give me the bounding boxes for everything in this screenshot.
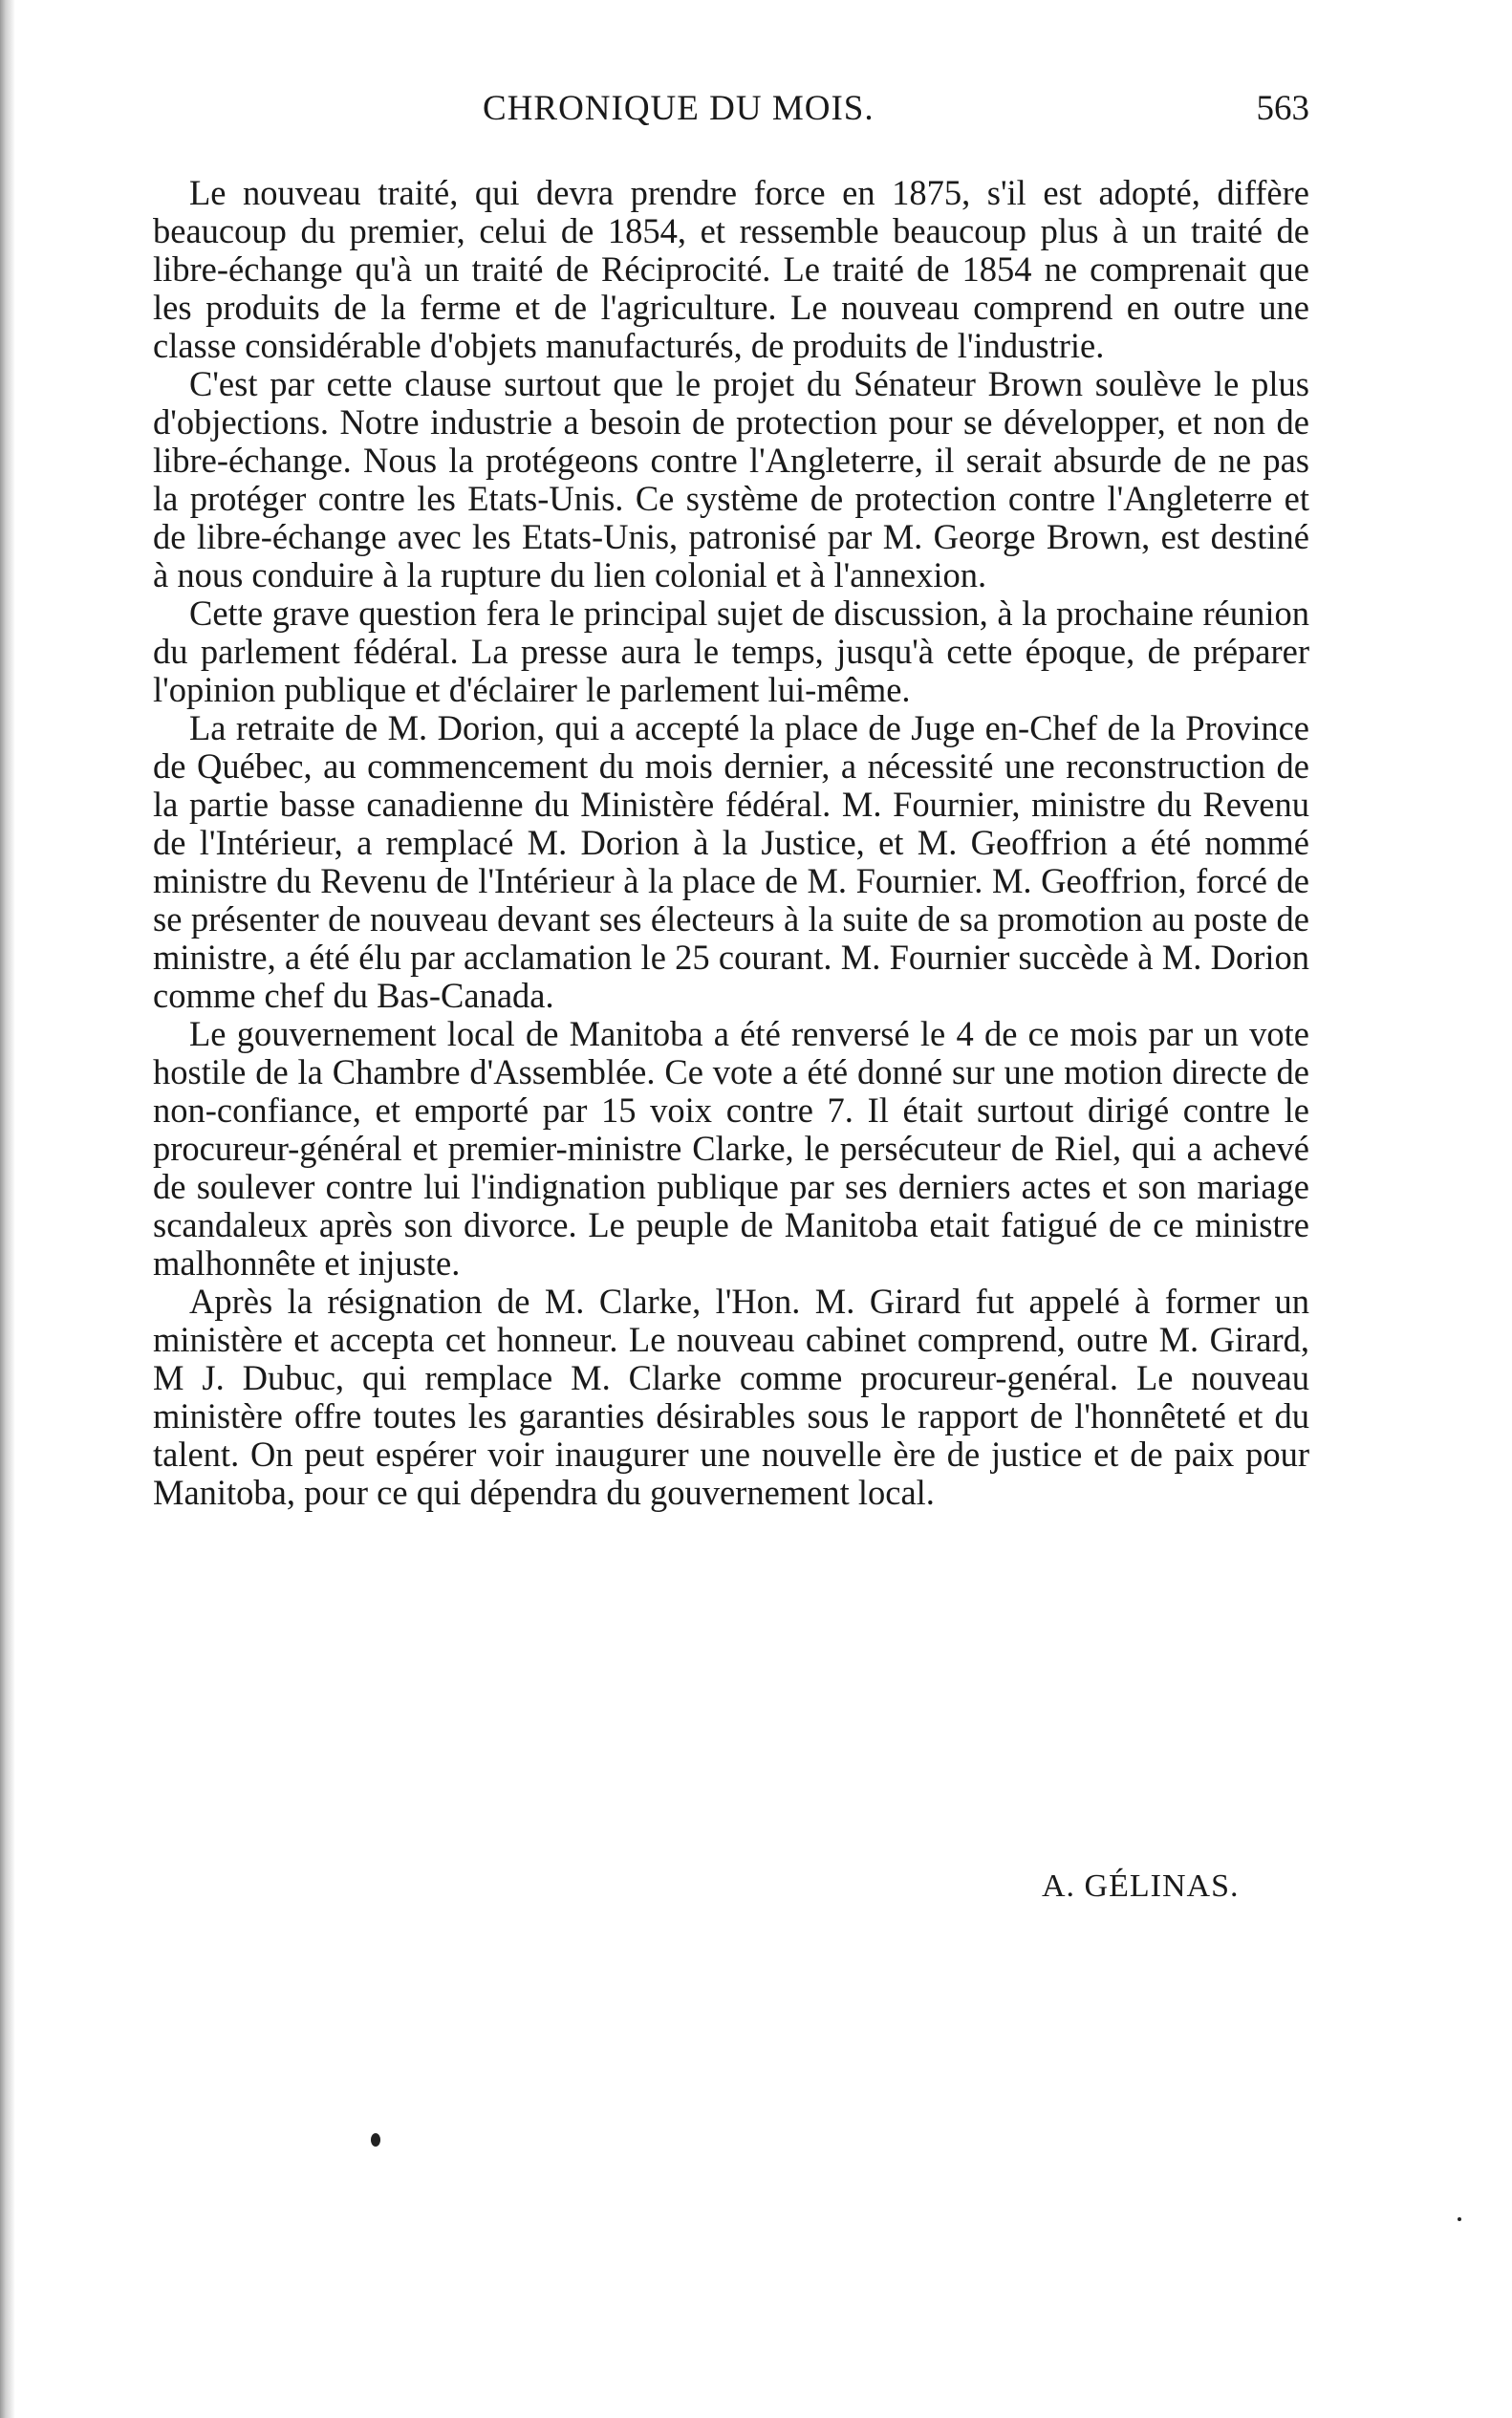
- ink-speck: [1458, 2217, 1461, 2221]
- author-signature: A. GÉLINAS.: [1042, 1868, 1240, 1904]
- paragraph-manitoba: Le gouvernement local de Manitoba a été renversé le 4 de ce mois par un vote hostile de la Chambre d'Assemblée. Ce vote a été donné sur une motion directe de non-confiance, et emporté par 15 voix contre 7. Il était surtout dirigé contre le procureur-général et premier-ministre Clarke, le persécuteur de Riel, qui a achevé de soulever contre lui l'indignation publique par ses derniers actes et son mariage scandaleux après son divorce. Le peuple de Manitoba etait fatigué de ce ministre malhonnête et injuste.: [153, 1014, 1309, 1283]
- paragraph-objections: C'est par cette clause surtout que le projet du Sénateur Brown soulève le plus d'objections. Notre industrie a besoin de protection pour se développer, et non de libre-échange. Nous la protégeons contre l'Angleterre, il serait absurde de ne pas la protéger contre les Etats-Unis. Ce système de protection contre l'Angleterre et de libre-échange avec les Etats-Unis, patronisé par M. George Brown, est destiné à nous conduire à la rupture du lien colonial et à l'annexion.: [153, 364, 1309, 594]
- paragraph-treaty: Le nouveau traité, qui devra prendre force en 1875, s'il est adopté, diffère beaucoup du premier, celui de 1854, et ressemble beaucoup plus à un traité de libre-échange qu'à un traité de Réciprocité. Le traité de 1854 ne comprenait que les produits de la ferme et de l'agriculture. Le nouveau comprend en outre une classe considérable d'objets manufacturés, de produits de l'industrie.: [153, 173, 1309, 365]
- paragraph-girard: Après la résignation de M. Clarke, l'Hon. M. Girard fut appelé à former un ministère et accepta cet honneur. Le nouveau cabinet comprend, outre M. Girard, M J. Dubuc, qui remplace M. Clarke comme procureur-genéral. Le nouveau ministère offre toutes les garanties désirables sous le rapport de l'honnêteté et du talent. On peut espérer voir inaugurer une nouvelle ère de justice et de paix pour Manitoba, pour ce qui dépendra du gouvernement local.: [153, 1282, 1309, 1512]
- running-head: CHRONIQUE DU MOIS.: [483, 89, 875, 128]
- ink-speck: [371, 2133, 380, 2147]
- article-body: [153, 174, 1309, 1512]
- page-header: [153, 88, 1309, 136]
- paragraph-parliament: Cette grave question fera le principal sujet de discussion, à la prochaine réunion du parlement fédéral. La presse aura le temps, jusqu'à cette époque, de préparer l'opinion publique et d'éclairer le parlement lui-même.: [153, 594, 1309, 709]
- page-number: 563: [1256, 89, 1309, 128]
- paragraph-dorion: La retraite de M. Dorion, qui a accepté la place de Juge en-Chef de la Province de Québec, au commencement du mois dernier, a nécessité une reconstruction de la partie basse canadienne du Ministère fédéral. M. Fournier, ministre du Revenu de l'Intérieur, a remplacé M. Dorion à la Justice, et M. Geoffrion a été nommé ministre du Revenu de l'Intérieur à la place de M. Fournier. M. Geoffrion, forcé de se présenter de nouveau devant ses électeurs à la suite de sa promotion au poste de ministre, a été élu par acclamation le 25 courant. M. Fournier succède à M. Dorion comme chef du Bas-Canada.: [153, 708, 1309, 1015]
- page-binding-edge: [0, 0, 15, 2418]
